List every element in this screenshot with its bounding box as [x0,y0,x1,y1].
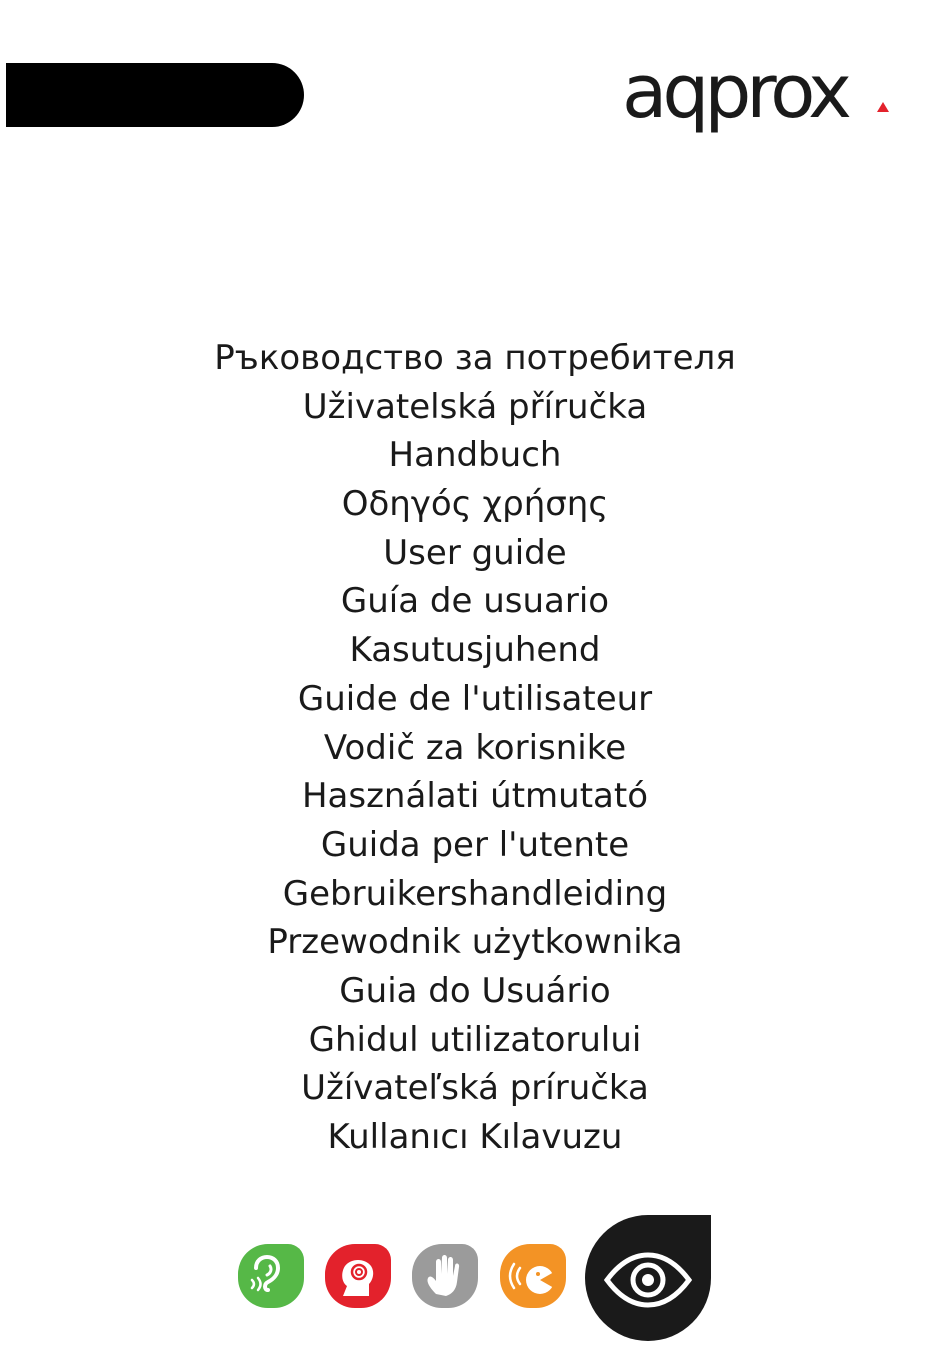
title-german: Handbuch [388,435,562,476]
ear-icon [238,1244,304,1308]
title-spanish: Guía de usuario [340,581,610,622]
top-black-bar [6,63,304,127]
mouth-icon [500,1244,566,1308]
head-icon [325,1244,391,1308]
title-dutch: Gebruikershandleiding [282,873,668,914]
brand-logo: aqprox [622,49,847,135]
title-polish: Przewodnik użytkownika [267,922,683,963]
eye-icon [585,1215,711,1341]
title-portuguese: Guia do Usuário [339,970,611,1011]
hand-icon [412,1244,478,1308]
title-slovak: Užívateľská príručka [301,1068,649,1109]
title-french: Guide de l'utilisateur [297,678,653,719]
title-czech: Uživatelská příručka [302,386,648,427]
title-greek: Οδηγός χρήσης [341,484,609,525]
title-bulgarian: Ръководство за потребителя [214,338,736,378]
title-turkish: Kullanıcı Kılavuzu [327,1117,623,1157]
logo-accent-triangle [877,102,889,112]
title-estonian: Kasutusjuhend [349,630,601,671]
title-romanian: Ghidul utilizatorului [308,1019,642,1060]
title-italian: Guida per l'utente [320,824,630,865]
title-hungarian: Használati útmutató [301,776,649,817]
title-english: User guide [383,532,567,573]
guide-title-list [0,334,950,1162]
title-croatian: Vodič za korisnike [323,727,627,768]
